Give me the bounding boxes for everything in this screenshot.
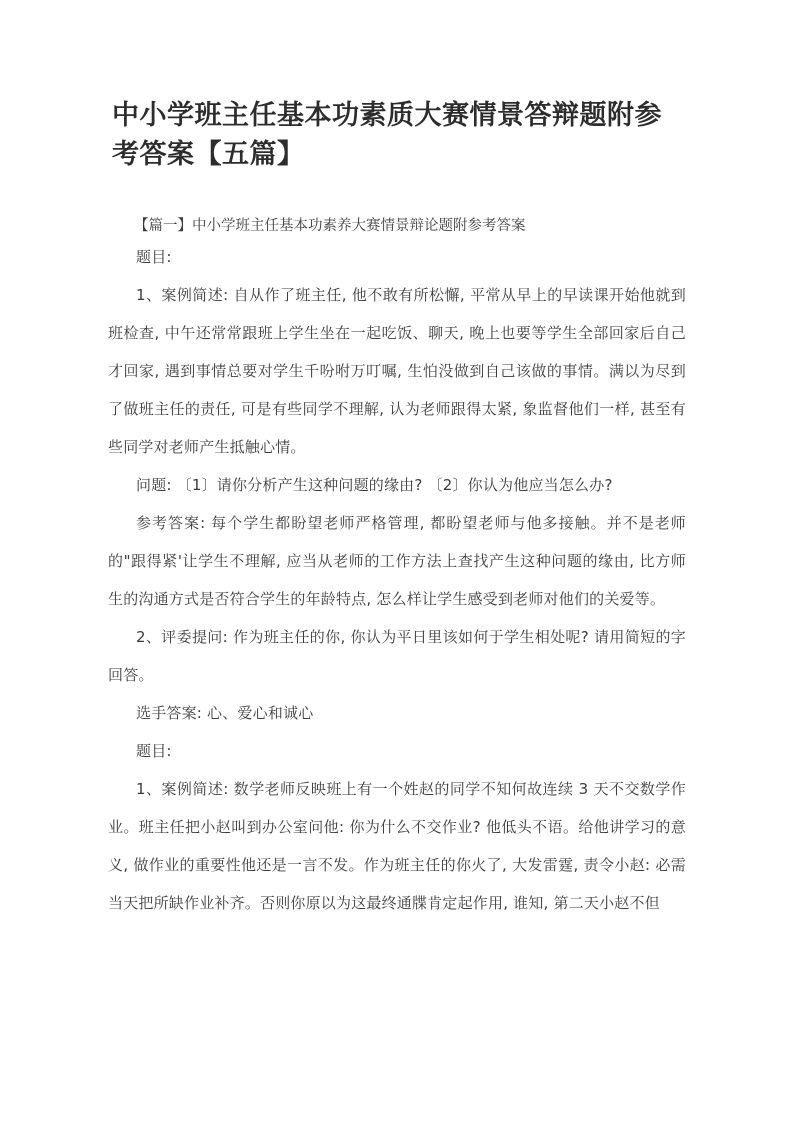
section-1-paragraph-3: 参考答案: 每个学生都盼望老师严格管理, 都盼望老师与他多接触。并不是老师的"跟得紧'让学生不理解, 应当从老师的工作方法上查找产生这种问题的缘由, 比方师生的沟通方式是否符合学生的年龄特点, 怎么样让学生感受到老师对他们的关爱等。 bbox=[108, 514, 686, 608]
section-1-paragraph-4: 2、评委提问: 作为班主任的你, 你认为平日里该如何于学生相处呢? 请用简短的字回答。 bbox=[108, 628, 686, 684]
section-heading-1: 题目: bbox=[136, 248, 172, 266]
document-content bbox=[108, 96, 686, 922]
section-heading-2: 题目: bbox=[136, 742, 172, 760]
section-2-paragraph-1: 1、案例简述: 数学老师反映班上有一个姓赵的同学不知何故连续 3 天不交数学作业。班主任把小赵叫到办公室问他: 你为什么不交作业? 他低头不语。给他讲学习的意义, 做作业的重要性他还是一言不发。作为班主任的你火了, 大发雷霆, 责令小赵: 必需当天把所缺作业补齐。否则你原以为这最终通牒肯定起作用, 谁知, 第二天小赵不但 bbox=[108, 780, 686, 912]
page-title: 中小学班主任基本功素质大赛情景答辩题附参考答案【五篇】 bbox=[112, 100, 662, 170]
document-subtitle: 【篇一】中小学班主任基本功素养大赛情景辩论题附参考答案 bbox=[134, 218, 526, 234]
section-1-paragraph-1: 1、案例简述: 自从作了班主任, 他不敢有所松懈, 平常从早上的早读课开始他就到班检查, 中午还常常跟班上学生坐在一起吃饭、聊天, 晚上也要等学生全部回家后自己才回家, 遇到事情总要对学生千吩咐万叮嘱, 生怕没做到自己该做的事情。满以为尽到了做班主任的责任, 可是有些同学不理解, 认为老师跟得太紧, 象监督他们一样, 甚至有些同学对老师产生抵触心情。 bbox=[108, 286, 686, 456]
section-1-paragraph-5: 选手答案: 心、爱心和诚心 bbox=[136, 704, 314, 722]
section-1-paragraph-2: 问题: 〔1〕请你分析产生这种问题的缘由? 〔2〕你认为他应当怎么办? bbox=[136, 476, 613, 494]
